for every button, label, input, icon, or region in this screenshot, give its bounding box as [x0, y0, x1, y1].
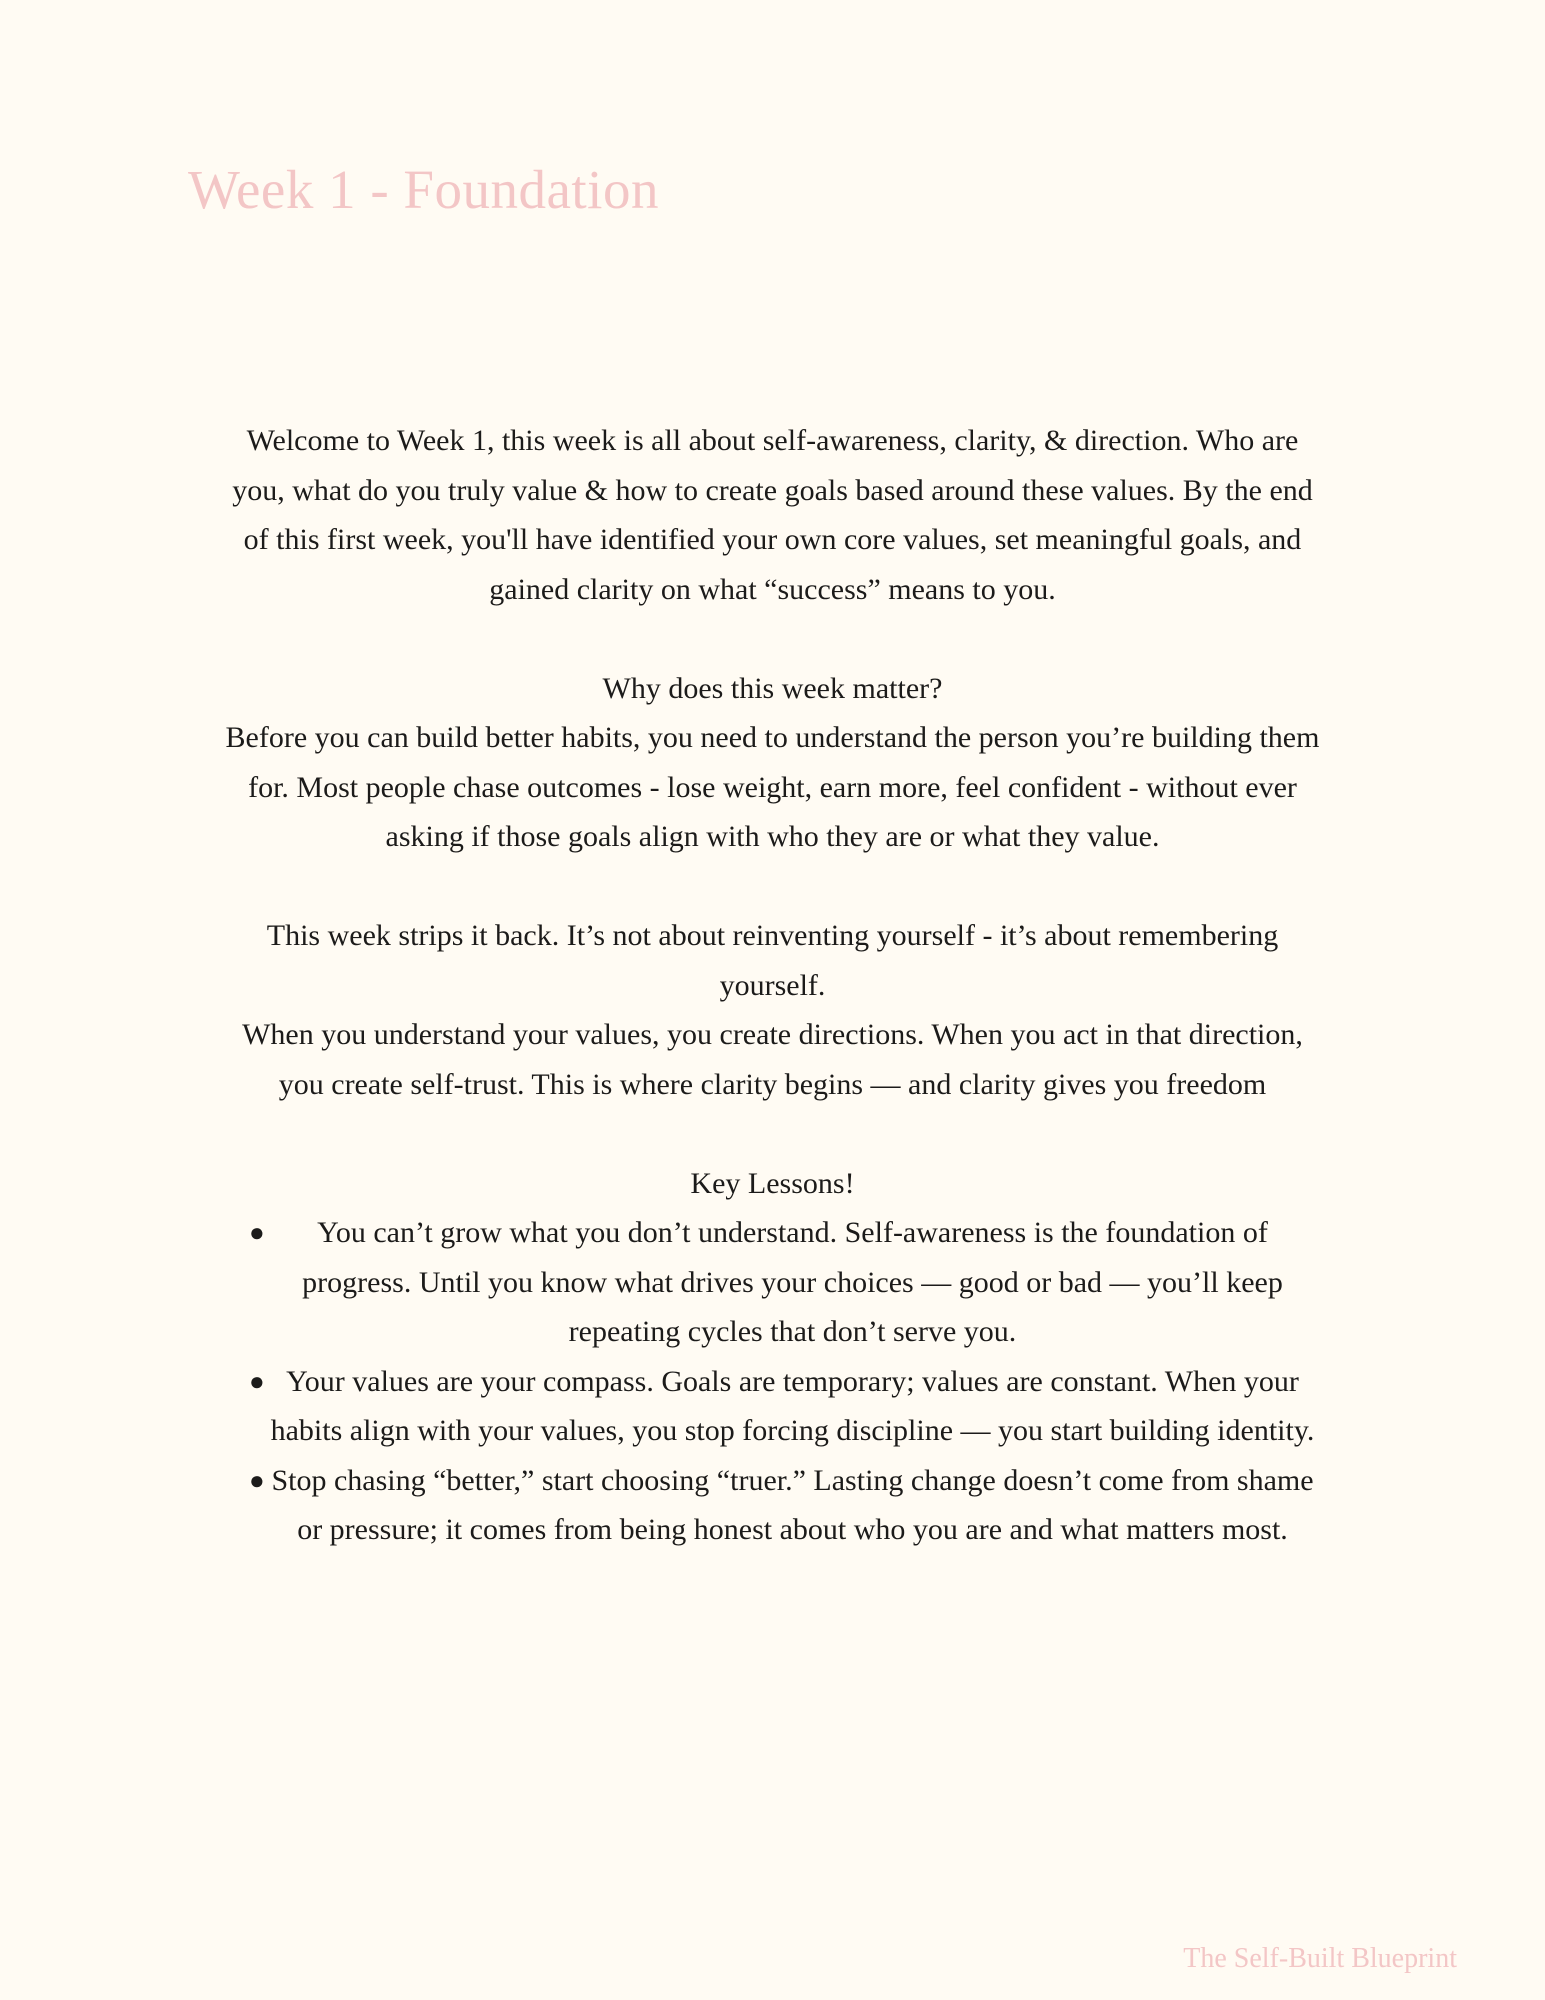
direction-paragraph: When you understand your values, you create directions. When you act in that direction, you create self-trust. This is where clarity begins — and clarity gives you freedom — [242, 1018, 1303, 1101]
key-lessons-list — [225, 1208, 1320, 1555]
footer-brand: The Self-Built Blueprint — [1183, 1943, 1457, 1974]
strips-paragraph: This week strips it back. It’s not about reinventing yourself - it’s about remembering yourself. — [266, 919, 1279, 1002]
page-title: Week 1 - Foundation — [188, 159, 659, 220]
why-paragraph: Before you can build better habits, you need to understand the person you’re building them for. Most people chase outcomes - lose weight, earn more, feel confident - without ever asking if those goals align with who they are or what they value. — [225, 721, 1320, 853]
bullet-icon: ● — [249, 1366, 265, 1396]
page-body — [225, 416, 1320, 1555]
key-lesson-text: Your values are your compass. Goals are temporary; values are constant. When your habits align with your values, you stop forcing discipline — you start building identity. — [270, 1364, 1315, 1447]
paragraph-spacer — [225, 862, 1320, 912]
key-lessons-heading: Key Lessons! — [690, 1166, 855, 1200]
key-lesson-item — [225, 1357, 1320, 1456]
key-lesson-item — [225, 1208, 1320, 1357]
paragraph-spacer — [225, 1109, 1320, 1159]
bullet-icon: ● — [249, 1218, 265, 1247]
intro-paragraph: Welcome to Week 1, this week is all about self-awareness, clarity, & direction. Who are you, what do you truly value & how to create goals based around these values. By the end of this first week, you'll have identified your own core values, set meaningful goals, and gained clarity on what “success” means to you. — [232, 424, 1313, 606]
why-heading: Why does this week matter? — [602, 671, 943, 705]
key-lesson-text: Stop chasing “better,” start choosing “truer.” Lasting change doesn’t come from shame or pressure; it comes from being honest about who you are and what matters most. — [271, 1463, 1314, 1546]
key-lesson-text: You can’t grow what you don’t understand. Self-awareness is the foundation of progress. Until you know what drives your choices — good or bad — you’ll keep repeating cycles that don’t serve you. — [302, 1216, 1283, 1348]
paragraph-spacer — [225, 614, 1320, 664]
key-lesson-item — [225, 1456, 1320, 1555]
bullet-icon: ● — [249, 1465, 265, 1495]
